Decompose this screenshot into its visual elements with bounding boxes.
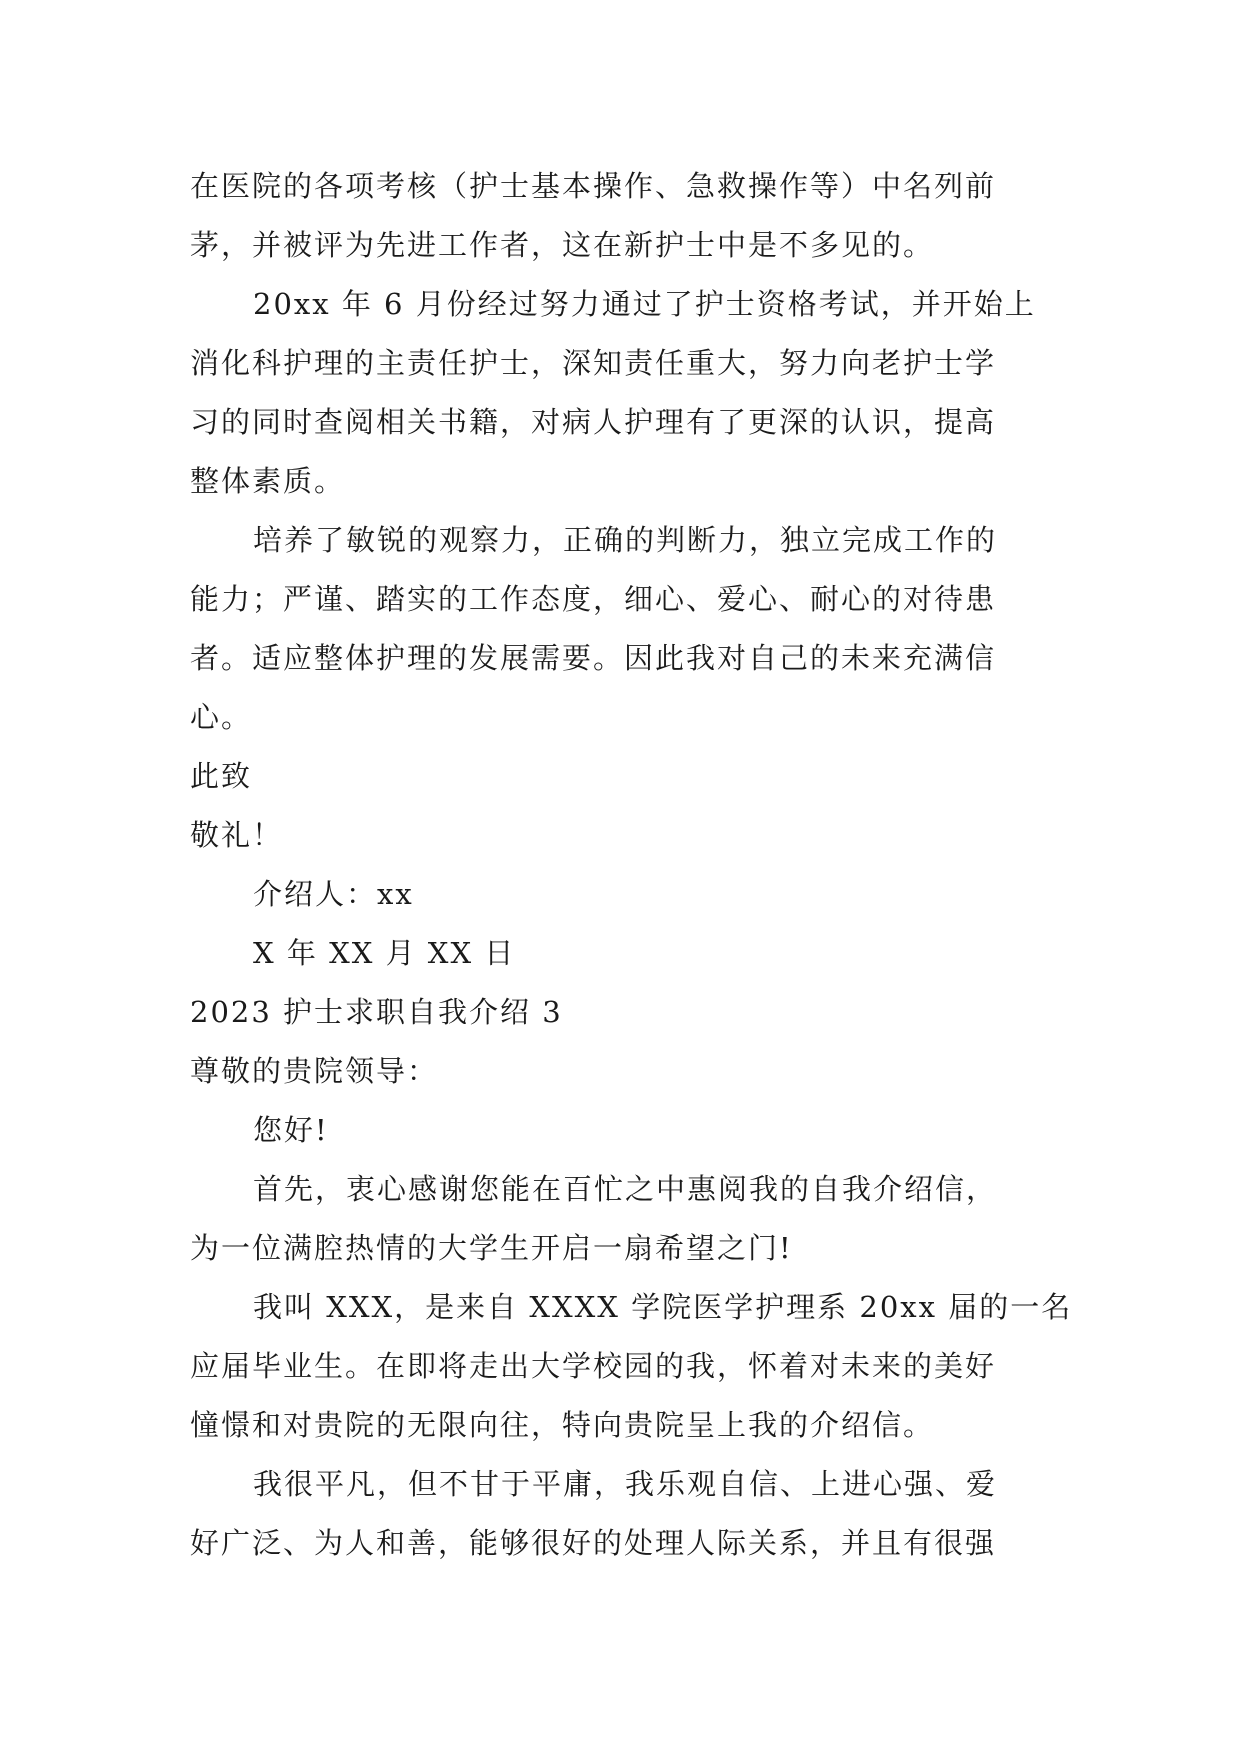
text-line: 习的同时查阅相关书籍，对病人护理有了更深的认识，提高 [190,405,997,439]
text-line: 整体素质。 [190,464,346,498]
greeting-line: 尊敬的贵院领导： [190,1054,439,1088]
paragraph-first-line: 20xx 年 6 月份经过努力通过了护士资格考试，并开始上 [253,287,1036,321]
date-line: X 年 XX 月 XX 日 [253,936,516,970]
text-line: 为一位满腔热情的大学生开启一扇希望之门! [190,1231,793,1265]
text-line: 能力；严谨、踏实的工作态度，细心、爱心、耐心的对待患 [190,582,997,616]
text-line: 好广泛、为人和善，能够很好的处理人际关系，并且有很强 [190,1526,997,1560]
text-line: 茅，并被评为先进工作者，这在新护士中是不多见的。 [190,228,935,262]
section-heading: 2023 护士求职自我介绍 3 [190,995,563,1029]
text-line: 在医院的各项考核（护士基本操作、急救操作等）中名列前 [190,169,997,203]
text-line: 憧憬和对贵院的无限向往，特向贵院呈上我的介绍信。 [190,1408,935,1442]
paragraph-first-line: 培养了敏锐的观察力，正确的判断力，独立完成工作的 [253,523,998,557]
closing-phrase: 此致 [190,759,253,793]
text-line: 应届毕业生。在即将走出大学校园的我，怀着对未来的美好 [190,1349,997,1383]
greeting-hello: 您好! [253,1113,329,1147]
paragraph-first-line: 我叫 XXX，是来自 XXXX 学院医学护理系 20xx 届的一名 [253,1290,1073,1324]
signer-line: 介绍人：xx [253,877,414,911]
salutation-regards: 敬礼！ [190,818,284,852]
text-line: 者。适应整体护理的发展需要。因此我对自己的未来充满信 [190,641,997,675]
text-line: 心。 [190,700,253,734]
paragraph-first-line: 首先，衷心感谢您能在百忙之中惠阅我的自我介绍信， [253,1172,998,1206]
paragraph-first-line: 我很平凡，但不甘于平庸，我乐观自信、上进心强、爱 [253,1467,998,1501]
text-line: 消化科护理的主责任护士，深知责任重大，努力向老护士学 [190,346,997,380]
